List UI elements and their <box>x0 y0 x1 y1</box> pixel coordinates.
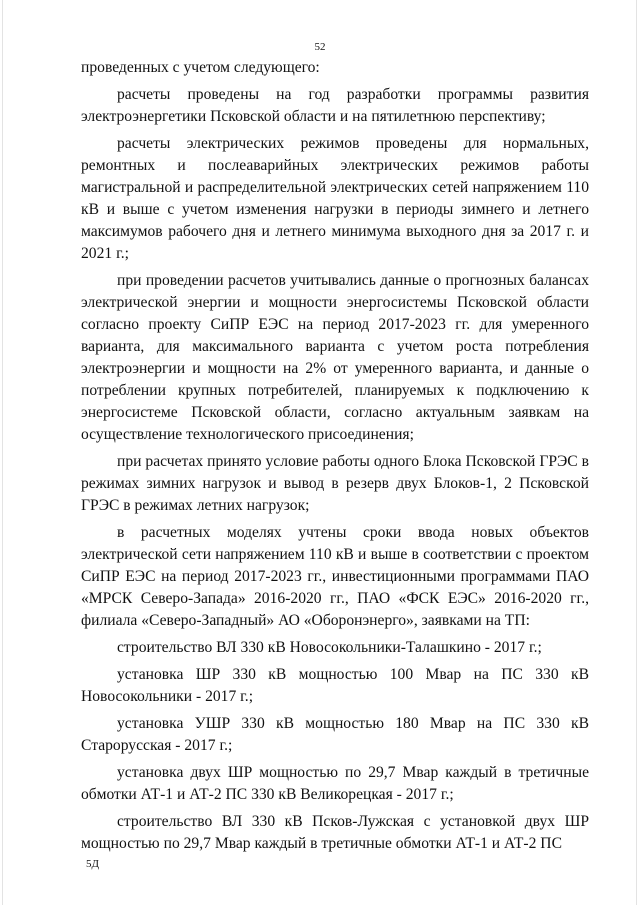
page-number: 52 <box>314 41 326 53</box>
paragraph-forecast-balances: при проведении расчетов учитывались данные о прогнозных балансах электрической энергии и мощности энергосистемы Псковской области согласно проекту СиПР ЕЭС на период 2017-2023 гг. для умеренного варианта, для максимального варианта с учетом роста потребления электроэнергии и мощности на 2% от умеренного варианта, и данные о потреблении крупных потребителей, планируемых к подключению к энергосистеме Псковской области, согласно актуальным заявкам на осуществление технологического присоединения; <box>81 272 589 443</box>
scan-edge-right <box>636 0 637 905</box>
list-item-vl-novosokolniki-talashkino: строительство ВЛ 330 кВ Новосокольники-Талашкино - 2017 г.; <box>117 639 542 656</box>
paragraph-gres-units: при расчетах принято условие работы одного Блока Псковской ГРЭС в режимах зимних нагрузок и вывод в резерв двух Блоков-1, 2 Псковской ГРЭС в режимах летних нагрузок; <box>81 453 589 514</box>
document-body <box>81 57 589 860</box>
paragraph-new-objects: в расчетных моделях учтены сроки ввода новых объектов электрической сети напряжением 110 кВ и выше в соответствии с проектом СиПР ЕЭС на период 2017-2023 гг., инвестиционными программами ПАО «МРСК Северо-Запада» 2016-2020 гг., ПАО «ФСК ЕЭС» 2016-2020 гг., филиала «Северо-Западный» АО «Оборонэнерго», заявками на ТП: <box>81 524 589 629</box>
paragraph-calculation-period: расчеты проведены на год разработки программы развития электроэнергетики Псковской области и на пятилетнюю перспективу; <box>81 86 589 125</box>
footer-code: 5Д <box>86 858 100 870</box>
paragraph-electrical-modes: расчеты электрических режимов проведены для нормальных, ремонтных и послеаварийных электрических режимов работы магистральной и распределительной электрических сетей напряжением 110 кВ и выше с учетом изменения нагрузки в периоды зимнего и летнего максимумов рабочего дня и летнего минимума выходного дня за 2017 г. и 2021 г.; <box>81 135 589 262</box>
paragraph-continuation: проведенных с учетом следующего: <box>81 59 320 76</box>
list-item-vl-pskov-luzhskaya: строительство ВЛ 330 кВ Псков-Лужская с установкой двух ШР мощностью по 29,7 Мвар каждый в третичные обмотки АТ-1 и АТ-2 ПС <box>81 813 589 852</box>
list-item-shr-velikoretskaya: установка двух ШР мощностью по 29,7 Мвар каждый в третичные обмотки АТ-1 и АТ-2 ПС 330 кВ Великорецкая - 2017 г.; <box>81 764 589 803</box>
scan-edge-left <box>2 0 3 905</box>
list-item-ushr-starorusskaya: установка УШР 330 кВ мощностью 180 Мвар на ПС 330 кВ Старорусская - 2017 г.; <box>81 715 589 754</box>
list-item-shr-novosokolniki: установка ШР 330 кВ мощностью 100 Мвар на ПС 330 кВ Новосокольники - 2017 г.; <box>81 666 589 705</box>
